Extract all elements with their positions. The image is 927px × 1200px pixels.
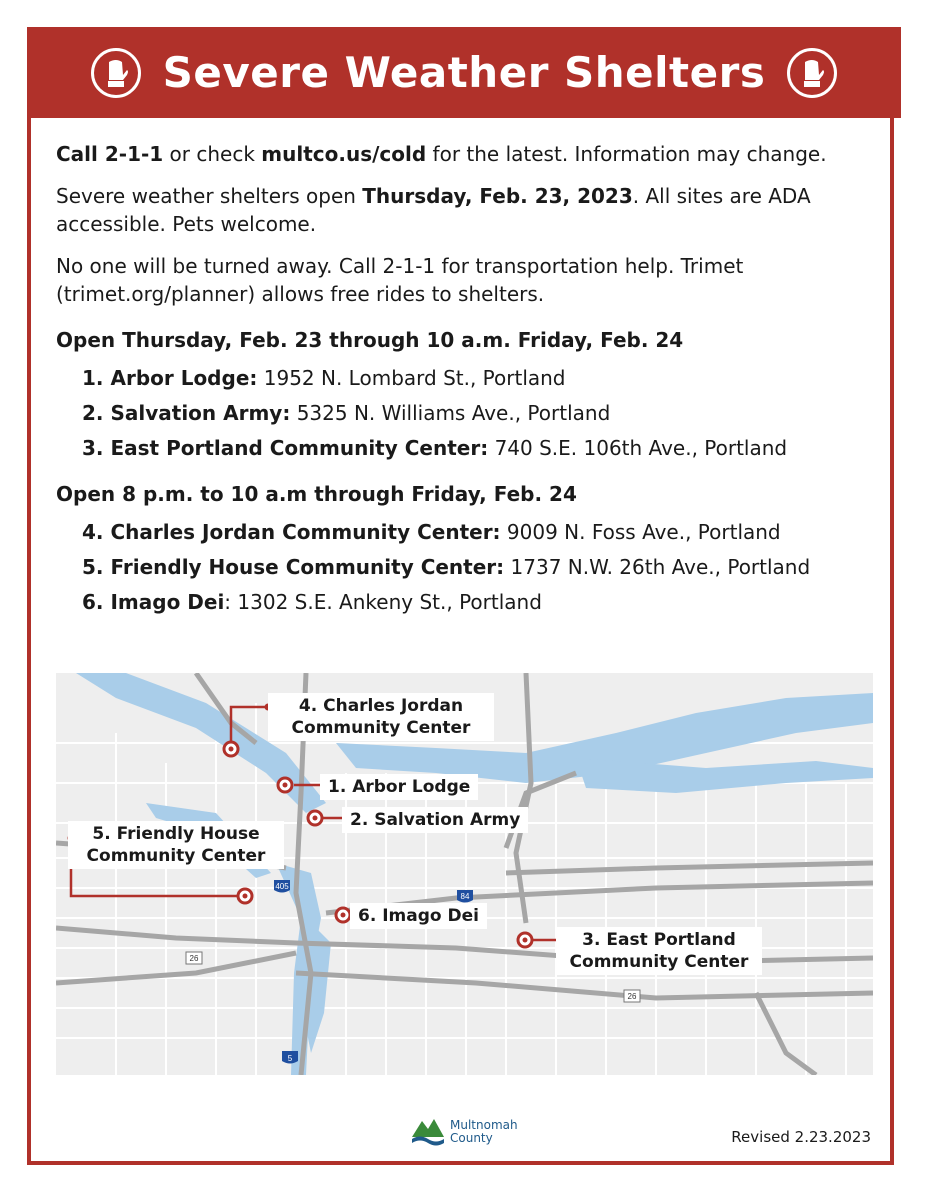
intro-paragraph-2 [56,182,866,238]
shield-26-label: 26 [189,954,199,963]
site-address: : 1302 S.E. Ankeny St., Portland [224,590,542,614]
site-item [82,588,866,616]
us-26-shield [624,990,640,1002]
site-item [82,518,866,546]
shield-5-label: 5 [287,1054,293,1063]
county-name-line-1: Multnomah [450,1118,518,1132]
section-title-1: Open Thursday, Feb. 23 through 10 a.m. Friday, Feb. 24 [56,328,684,352]
site-address: 1737 N.W. 26th Ave., Portland [504,555,811,579]
mountain-logo-icon [410,1115,446,1149]
map-label-charles-jordan: 4. Charles Jordan Community Center [268,693,494,741]
interstate-405-shield [274,880,290,893]
shield-405-label: 405 [275,882,289,891]
site-item [82,553,866,581]
text-span: Severe weather shelters open [56,184,363,208]
mitten-icon [787,48,837,98]
text-span: . All sites are ADA accessible. Pets welcome. [56,184,811,236]
site-item [82,364,866,392]
info-content [56,140,866,623]
site-address: 5325 N. Williams Ave., Portland [290,401,611,425]
county-logo [410,1115,518,1149]
site-name: 1. Arbor Lodge: [82,366,258,390]
us-26-shield [186,952,202,964]
mitten-icon [91,48,141,98]
shelter-map [56,673,873,1075]
intro-paragraph-1 [56,140,866,168]
open-date-text: Thursday, Feb. 23, 2023 [362,184,633,208]
site-name: 2. Salvation Army: [82,401,291,425]
header-banner [27,27,901,118]
map-label-salvation-army: 2. Salvation Army [342,807,528,833]
county-name [450,1119,518,1145]
revised-date: Revised 2.23.2023 [731,1128,871,1146]
site-address: 1952 N. Lombard St., Portland [257,366,566,390]
section-title-2: Open 8 p.m. to 10 a.m through Friday, Feb. 24 [56,482,577,506]
site-item [82,434,866,462]
map-label-friendly-house: 5. Friendly House Community Center [68,821,284,869]
site-item [82,399,866,427]
map-label-imago-dei: 6. Imago Dei [350,903,487,929]
map-label-arbor-lodge: 1. Arbor Lodge [320,774,478,800]
interstate-84-shield [457,890,473,903]
site-name: 4. Charles Jordan Community Center: [82,520,501,544]
county-name-line-2: County [450,1131,493,1145]
site-address: 740 S.E. 106th Ave., Portland [488,436,788,460]
page-title: Severe Weather Shelters [162,48,766,97]
shield-84-label: 84 [460,892,470,901]
site-name: 5. Friendly House Community Center: [82,555,505,579]
website-text: multco.us/cold [261,142,427,166]
interstate-5-shield [282,1051,298,1064]
site-address: 9009 N. Foss Ave., Portland [500,520,781,544]
text-span: for the latest. Information may change. [426,142,827,166]
site-name: 6. Imago Dei [82,590,225,614]
intro-paragraph-3: No one will be turned away. Call 2-1-1 for transportation help. Trimet (trimet.org/planner) allows free rides to shelters. [56,254,744,306]
shield-26-label: 26 [627,992,637,1001]
site-name: 3. East Portland Community Center: [82,436,489,460]
map-label-east-portland: 3. East Portland Community Center [556,927,762,975]
text-span: or check [163,142,262,166]
call-211-text: Call 2-1-1 [56,142,164,166]
